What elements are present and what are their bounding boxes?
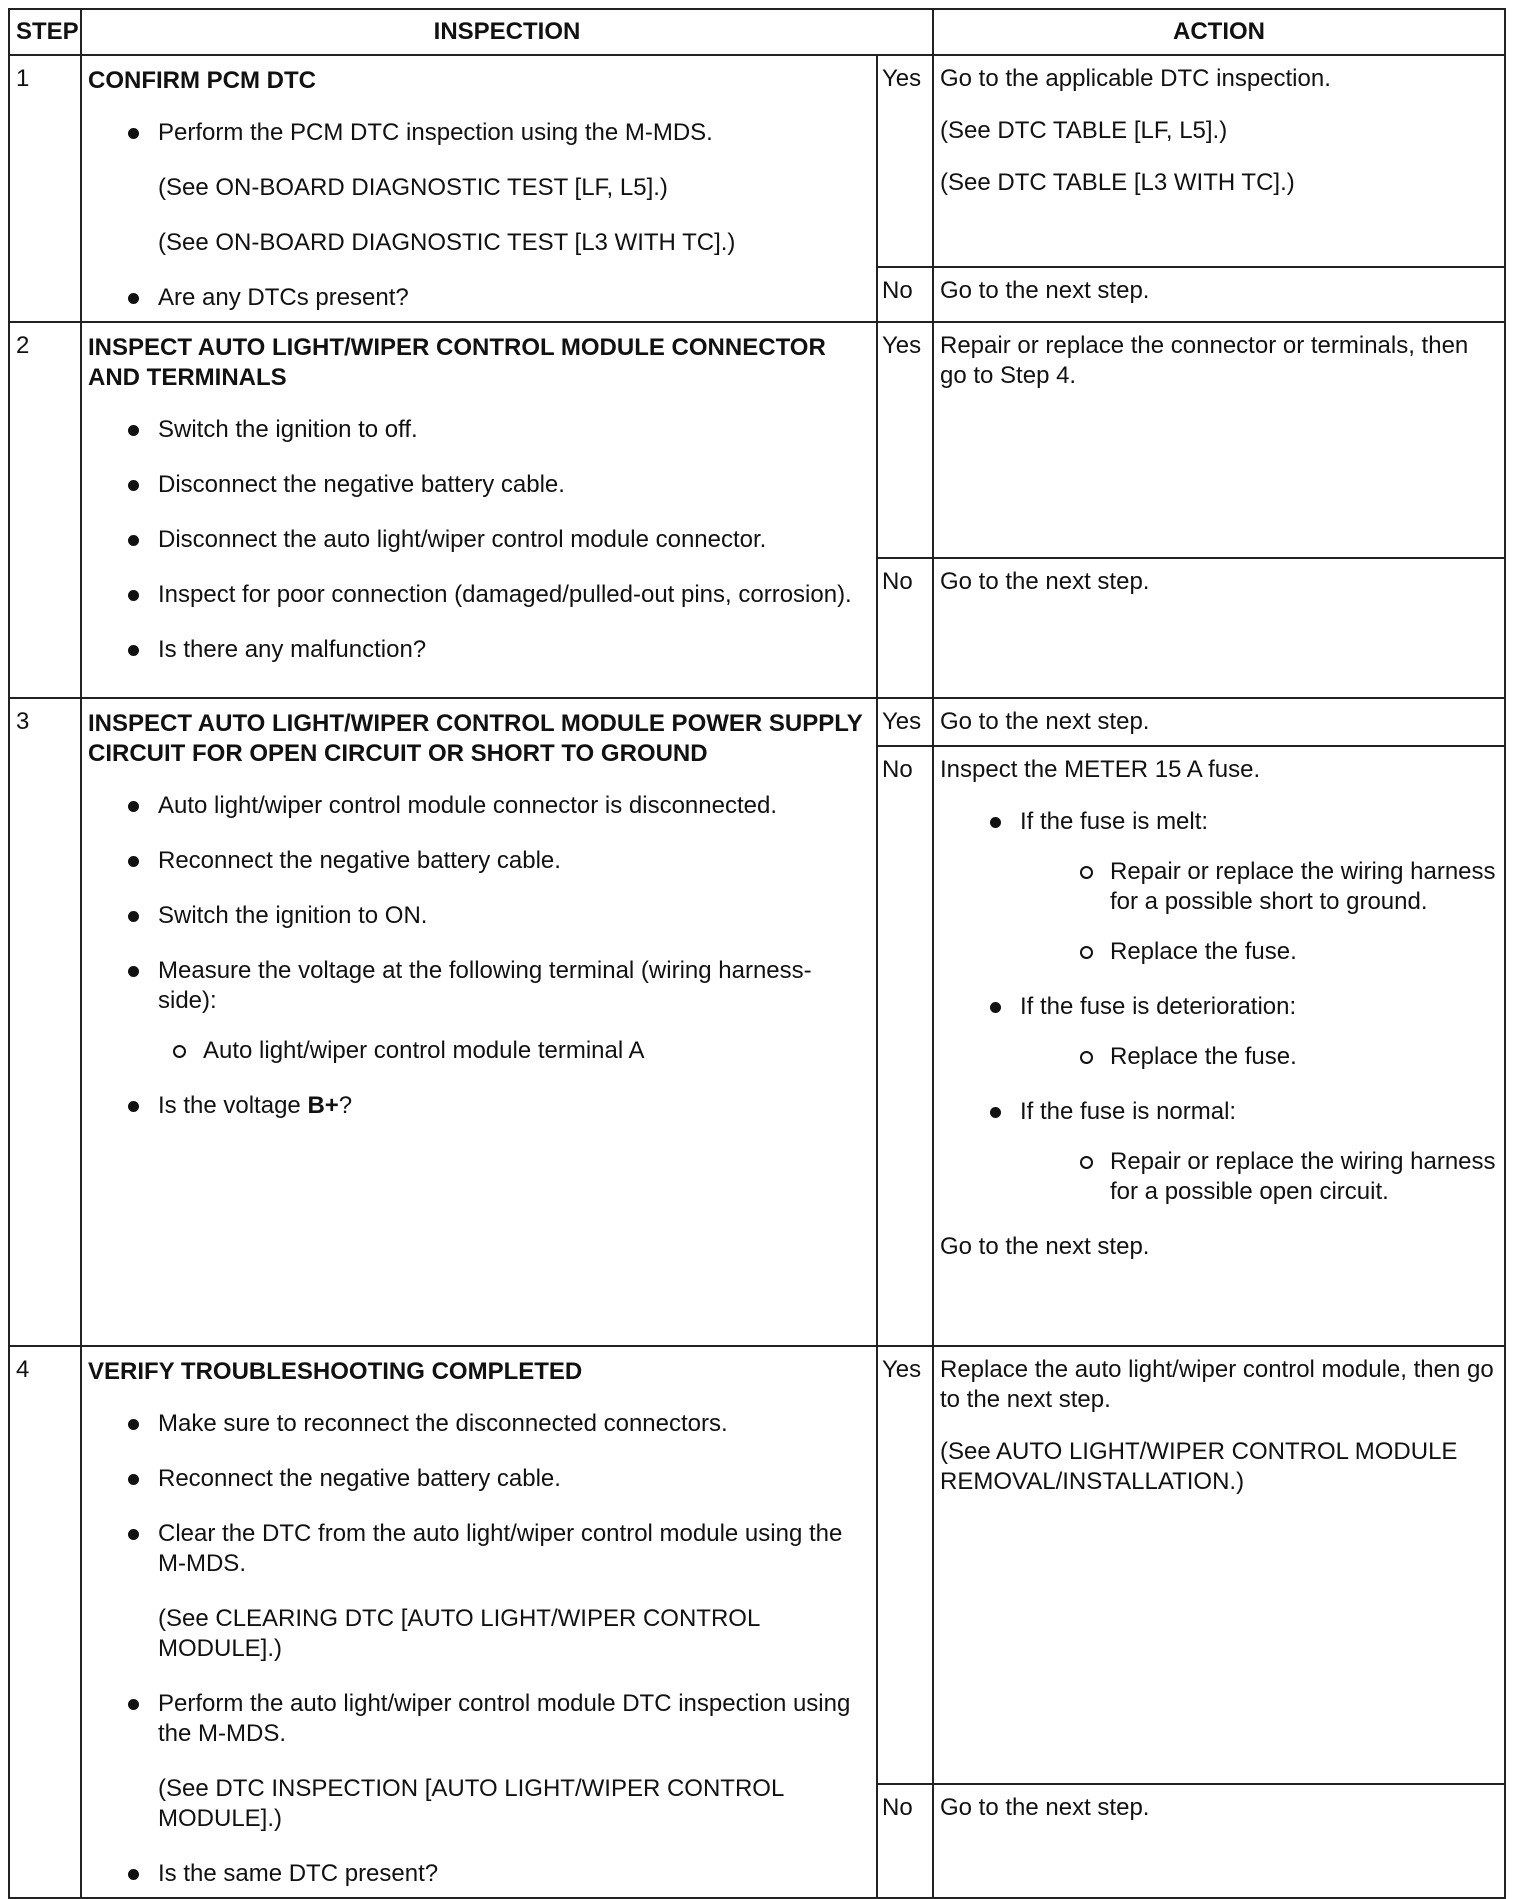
bullet-list <box>88 118 870 148</box>
question-mark: ? <box>338 1092 353 1119</box>
no-action-cell <box>933 558 1505 698</box>
list-item: Disconnect the auto light/wiper control module connector. <box>158 525 870 555</box>
sub-bullet-list <box>1020 1147 1498 1207</box>
bullet-list <box>88 1859 870 1889</box>
reference-text: (See DTC INSPECTION [AUTO LIGHT/WIPER CONTROL MODULE].) <box>158 1775 784 1832</box>
list-item: Switch the ignition to off. <box>158 415 870 445</box>
sub-list-item: Auto light/wiper control module terminal A <box>203 1036 870 1066</box>
action-text: Repair or replace the connector or terminals, then go to Step 4. <box>940 332 1469 389</box>
reference-text: (See DTC TABLE [LF, L5].) <box>940 117 1228 144</box>
list-item: Reconnect the negative battery cable. <box>158 846 870 876</box>
list-item: Inspect for poor connection (damaged/pulled-out pins, corrosion). <box>158 580 870 610</box>
action-text: Go to the next step. <box>940 1793 1150 1821</box>
yes-label: Yes <box>877 698 933 746</box>
step-title: CONFIRM PCM DTC <box>88 67 316 94</box>
sub-bullet-list <box>1020 1042 1498 1072</box>
list-item: Disconnect the negative battery cable. <box>158 470 870 500</box>
sub-list-item: Replace the fuse. <box>1110 1042 1498 1072</box>
sub-bullet-list <box>158 1036 870 1066</box>
bullet-list <box>88 791 870 1121</box>
bullet-list <box>940 807 1498 1207</box>
table-row-step-2 <box>9 322 1505 558</box>
list-item <box>1020 1097 1498 1207</box>
list-item: Perform the auto light/wiper control module DTC inspection using the M-MDS. <box>158 1689 870 1749</box>
yes-label: Yes <box>877 1346 933 1784</box>
inspection-cell <box>81 55 877 322</box>
sub-list-item: Repair or replace the wiring harness for a possible open circuit. <box>1110 1147 1498 1207</box>
yes-action-cell <box>933 322 1505 558</box>
list-item: Perform the PCM DTC inspection using the M-MDS. <box>158 118 870 148</box>
header-step: STEP <box>9 9 81 55</box>
step-number: 4 <box>9 1346 81 1898</box>
action-text: Go to the next step. <box>940 708 1150 735</box>
action-text: Go to the next step. <box>940 568 1150 595</box>
bullet-list <box>88 1409 870 1579</box>
reference-text: (See AUTO LIGHT/WIPER CONTROL MODULE REMOVAL/INSTALLATION.) <box>940 1438 1458 1495</box>
inspection-cell <box>81 698 877 1346</box>
no-action-cell <box>933 267 1505 322</box>
list-item: Reconnect the negative battery cable. <box>158 1464 870 1494</box>
step-number: 3 <box>9 698 81 1346</box>
condition-text: If the fuse is melt: <box>1020 808 1209 835</box>
list-item: Make sure to reconnect the disconnected connectors. <box>158 1409 870 1439</box>
inspection-cell <box>81 1346 877 1898</box>
list-item-text: Measure the voltage at the following terminal (wiring harness-side): <box>158 957 812 1014</box>
bullet-list <box>88 415 870 665</box>
condition-text: If the fuse is normal: <box>1020 1098 1237 1125</box>
reference-text: (See ON-BOARD DIAGNOSTIC TEST [LF, L5].) <box>158 174 668 201</box>
action-text: Inspect the METER 15 A fuse. <box>940 756 1261 783</box>
no-label: No <box>877 558 933 698</box>
step-title: VERIFY TROUBLESHOOTING COMPLETED <box>88 1358 583 1385</box>
table-row-step-1 <box>9 55 1505 267</box>
inspection-cell <box>81 322 877 698</box>
list-item: Is there any malfunction? <box>158 635 870 665</box>
table-header-row <box>9 9 1505 55</box>
reference-text: (See CLEARING DTC [AUTO LIGHT/WIPER CONTROL MODULE].) <box>158 1605 760 1662</box>
step-number: 1 <box>9 55 81 322</box>
no-label: No <box>877 267 933 322</box>
yes-action-cell <box>933 1346 1505 1784</box>
step-title: INSPECT AUTO LIGHT/WIPER CONTROL MODULE CONNECTOR AND TERMINALS <box>88 334 826 391</box>
yes-action-cell <box>933 698 1505 746</box>
sub-bullet-list <box>1020 857 1498 967</box>
list-item: Is the same DTC present? <box>158 1859 870 1889</box>
list-item <box>1020 992 1498 1072</box>
voltage-value: B+ <box>307 1092 339 1119</box>
no-label: No <box>877 1784 933 1898</box>
action-text: Replace the auto light/wiper control module, then go to the next step. <box>940 1356 1494 1413</box>
list-item: Are any DTCs present? <box>158 283 870 313</box>
bullet-list <box>88 283 870 313</box>
list-item <box>158 1091 870 1121</box>
sub-list-item: Repair or replace the wiring harness for a possible short to ground. <box>1110 857 1498 917</box>
header-action: ACTION <box>933 9 1505 55</box>
header-inspection: INSPECTION <box>81 9 933 55</box>
reference-text: (See ON-BOARD DIAGNOSTIC TEST [L3 WITH TC].) <box>158 229 736 256</box>
bullet-list <box>88 1689 870 1749</box>
yes-label: Yes <box>877 322 933 558</box>
action-text: Go to the next step. <box>940 276 1150 304</box>
condition-text: If the fuse is deterioration: <box>1020 993 1297 1020</box>
question-text: Is the voltage <box>158 1092 308 1119</box>
table-row-step-4 <box>9 1346 1505 1784</box>
step-title: INSPECT AUTO LIGHT/WIPER CONTROL MODULE POWER SUPPLY CIRCUIT FOR OPEN CIRCUIT OR SHORT TO GROUND <box>88 710 863 767</box>
yes-label: Yes <box>877 55 933 267</box>
yes-action-cell <box>933 55 1505 267</box>
list-item: Clear the DTC from the auto light/wiper control module using the M-MDS. <box>158 1519 870 1579</box>
no-label: No <box>877 746 933 1346</box>
sub-list-item: Replace the fuse. <box>1110 937 1498 967</box>
reference-text: (See DTC TABLE [L3 WITH TC].) <box>940 169 1295 196</box>
list-item <box>1020 807 1498 967</box>
table-row-step-3 <box>9 698 1505 746</box>
troubleshooting-table <box>8 8 1506 1899</box>
step-number: 2 <box>9 322 81 698</box>
list-item: Switch the ignition to ON. <box>158 901 870 931</box>
list-item: Auto light/wiper control module connector is disconnected. <box>158 791 870 821</box>
no-action-cell <box>933 746 1505 1346</box>
action-text: Go to the next step. <box>940 1233 1150 1260</box>
action-text: Go to the applicable DTC inspection. <box>940 65 1331 92</box>
list-item <box>158 956 870 1066</box>
no-action-cell <box>933 1784 1505 1898</box>
